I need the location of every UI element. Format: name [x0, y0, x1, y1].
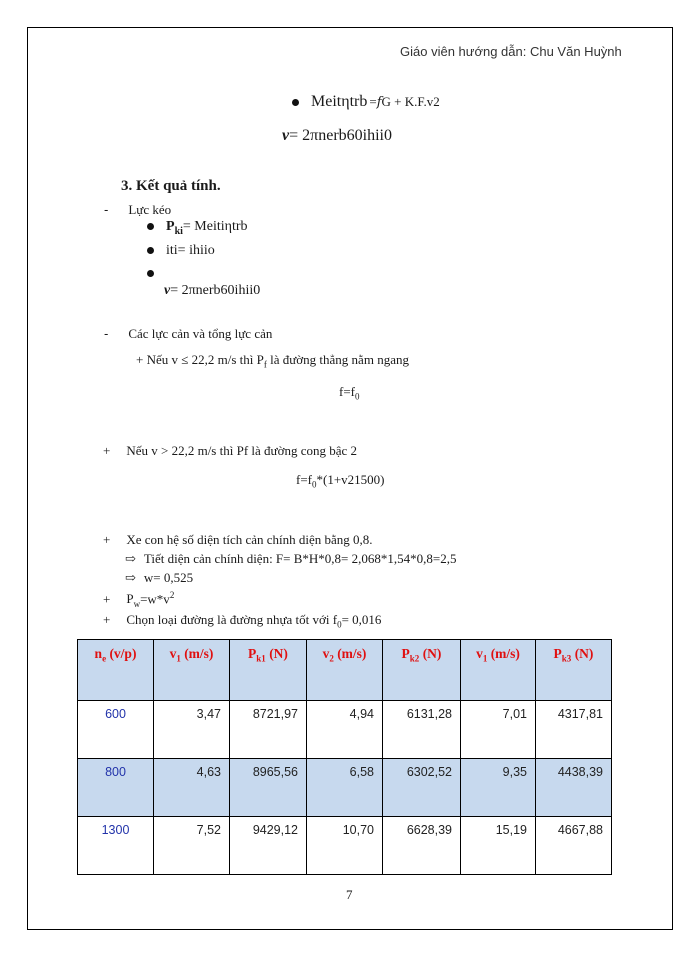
table-header-row [78, 640, 612, 701]
resistance-label: Các lực cản và tổng lực cản [128, 326, 273, 341]
condition-1 [136, 352, 409, 370]
traction-heading [104, 202, 171, 218]
traction-velocity [164, 283, 260, 299]
pki-symbol: P [166, 219, 175, 234]
cell-pk2: 6628,39 [383, 817, 461, 875]
cell-pk1: 9429,12 [230, 817, 307, 875]
road-subscript: 0 [337, 619, 342, 630]
cell-v2: 4,94 [307, 701, 383, 759]
cell-v1: 3,47 [154, 701, 230, 759]
cell-v3: 7,01 [461, 701, 536, 759]
cell-pk3: 4317,81 [536, 701, 612, 759]
header-v3: $v_1$ (m/s) [461, 640, 536, 701]
car-line-1 [103, 532, 373, 548]
equation-1 [339, 384, 360, 402]
plus-marker: + [103, 591, 111, 607]
plus-marker: + [103, 532, 111, 547]
pw-expression: =w*v [140, 591, 170, 607]
section-title: 3. Kết quả tính. [121, 178, 221, 194]
bullet-icon [147, 223, 154, 230]
header-pk2: $P_{k2}$ (N) [383, 640, 461, 701]
condition-1-text: + Nếu v ≤ 22,2 m/s thì P [136, 352, 264, 367]
equation-2-sub: 0 [312, 479, 317, 490]
header-v2: $v_2$ (m/s) [307, 640, 383, 701]
pki-expression: = Meitiηtrb [182, 219, 248, 234]
resistance-heading [104, 326, 272, 342]
cell-pk1: 8965,56 [230, 759, 307, 817]
condition-1-sub: f [263, 359, 267, 370]
dash-marker: - [104, 202, 109, 217]
car-line-2 [125, 551, 456, 567]
cell-v1: 4,63 [154, 759, 230, 817]
formula-left: Meitηtrb [311, 93, 368, 110]
velocity-symbol: v [164, 283, 171, 298]
bullet-icon [147, 270, 154, 277]
cell-ne: 600 [78, 701, 154, 759]
bullet-icon [147, 247, 154, 254]
table-row [78, 759, 612, 817]
header-pk3: $P_{k3}$ (N) [536, 640, 612, 701]
traction-iti [147, 243, 215, 259]
equation-1-text: f=f [339, 384, 355, 399]
car-line-road [103, 612, 381, 630]
pki-subscript: ki [174, 225, 183, 237]
traction-empty-bullet [147, 266, 166, 282]
cell-pk3: 4667,88 [536, 817, 612, 875]
header-ne: $n_e$ (v/p) [78, 640, 154, 701]
cell-v2: 6,58 [307, 759, 383, 817]
results-table [77, 639, 612, 875]
car-line-2-text: Tiết diện cản chính diện: F= B*H*0,8= 2,068*1,54*0,8=2,5 [143, 551, 457, 566]
cell-ne: 800 [78, 759, 154, 817]
dash-marker: - [104, 326, 109, 341]
pw-subscript: w [133, 598, 141, 609]
pw-symbol: P [126, 591, 134, 607]
equation-1-sub: 0 [355, 391, 360, 402]
traction-pki [147, 219, 248, 237]
equation-2-rest: *(1+v21500) [316, 472, 385, 487]
iti-expression: iti= ihiio [166, 243, 215, 258]
equation-2-text: f=f [296, 472, 312, 487]
cell-v1: 7,52 [154, 817, 230, 875]
arrow-icon: ⇨ [125, 570, 136, 585]
cell-pk1: 8721,97 [230, 701, 307, 759]
table-row [78, 701, 612, 759]
condition-2 [103, 443, 357, 459]
cell-v3: 9,35 [461, 759, 536, 817]
cell-pk2: 6302,52 [383, 759, 461, 817]
cell-ne: 1300 [78, 817, 154, 875]
cell-v3: 15,19 [461, 817, 536, 875]
condition-1-post: là đường thẳng nằm ngang [266, 352, 409, 367]
arrow-icon: ⇨ [125, 551, 136, 566]
car-line-3 [125, 570, 193, 586]
bullet-icon [292, 99, 299, 106]
table-row [78, 817, 612, 875]
equation-2 [296, 472, 385, 490]
car-line-pw [103, 590, 174, 609]
condition-2-text: Nếu v > 22,2 m/s thì Pf là đường cong bậc 2 [126, 443, 358, 458]
header-pk1: $P_{k1}$ (N) [230, 640, 307, 701]
cell-pk2: 6131,28 [383, 701, 461, 759]
plus-marker: + [103, 612, 111, 627]
page-number: 7 [346, 887, 353, 902]
plus-marker: + [103, 443, 111, 458]
cell-v2: 10,70 [307, 817, 383, 875]
cell-pk3: 4438,39 [536, 759, 612, 817]
formula-traction-line [292, 93, 440, 111]
header-v1: $v_1$ (m/s) [154, 640, 230, 701]
car-line-1-text: Xe con hệ số diện tích cản chính diện bằng 0,8. [126, 532, 373, 547]
road-text: Chọn loại đường là đường nhựa tốt với f [126, 612, 338, 627]
car-line-3-text: w= 0,525 [143, 570, 194, 585]
velocity-expression: = 2πnerb60ihii0 [170, 283, 261, 298]
formula-velocity [282, 127, 392, 145]
velocity-expression: = 2πnerb60ihii0 [289, 127, 392, 144]
pw-superscript: 2 [169, 590, 175, 600]
traction-label: Lực kéo [128, 202, 172, 217]
road-value: = 0,016 [341, 612, 382, 627]
velocity-symbol: v [282, 127, 290, 144]
header-teacher: Giáo viên hướng dẫn: Chu Văn Huỳnh [400, 44, 622, 59]
formula-right: =𝑓G + K.F.v2 [369, 94, 440, 109]
